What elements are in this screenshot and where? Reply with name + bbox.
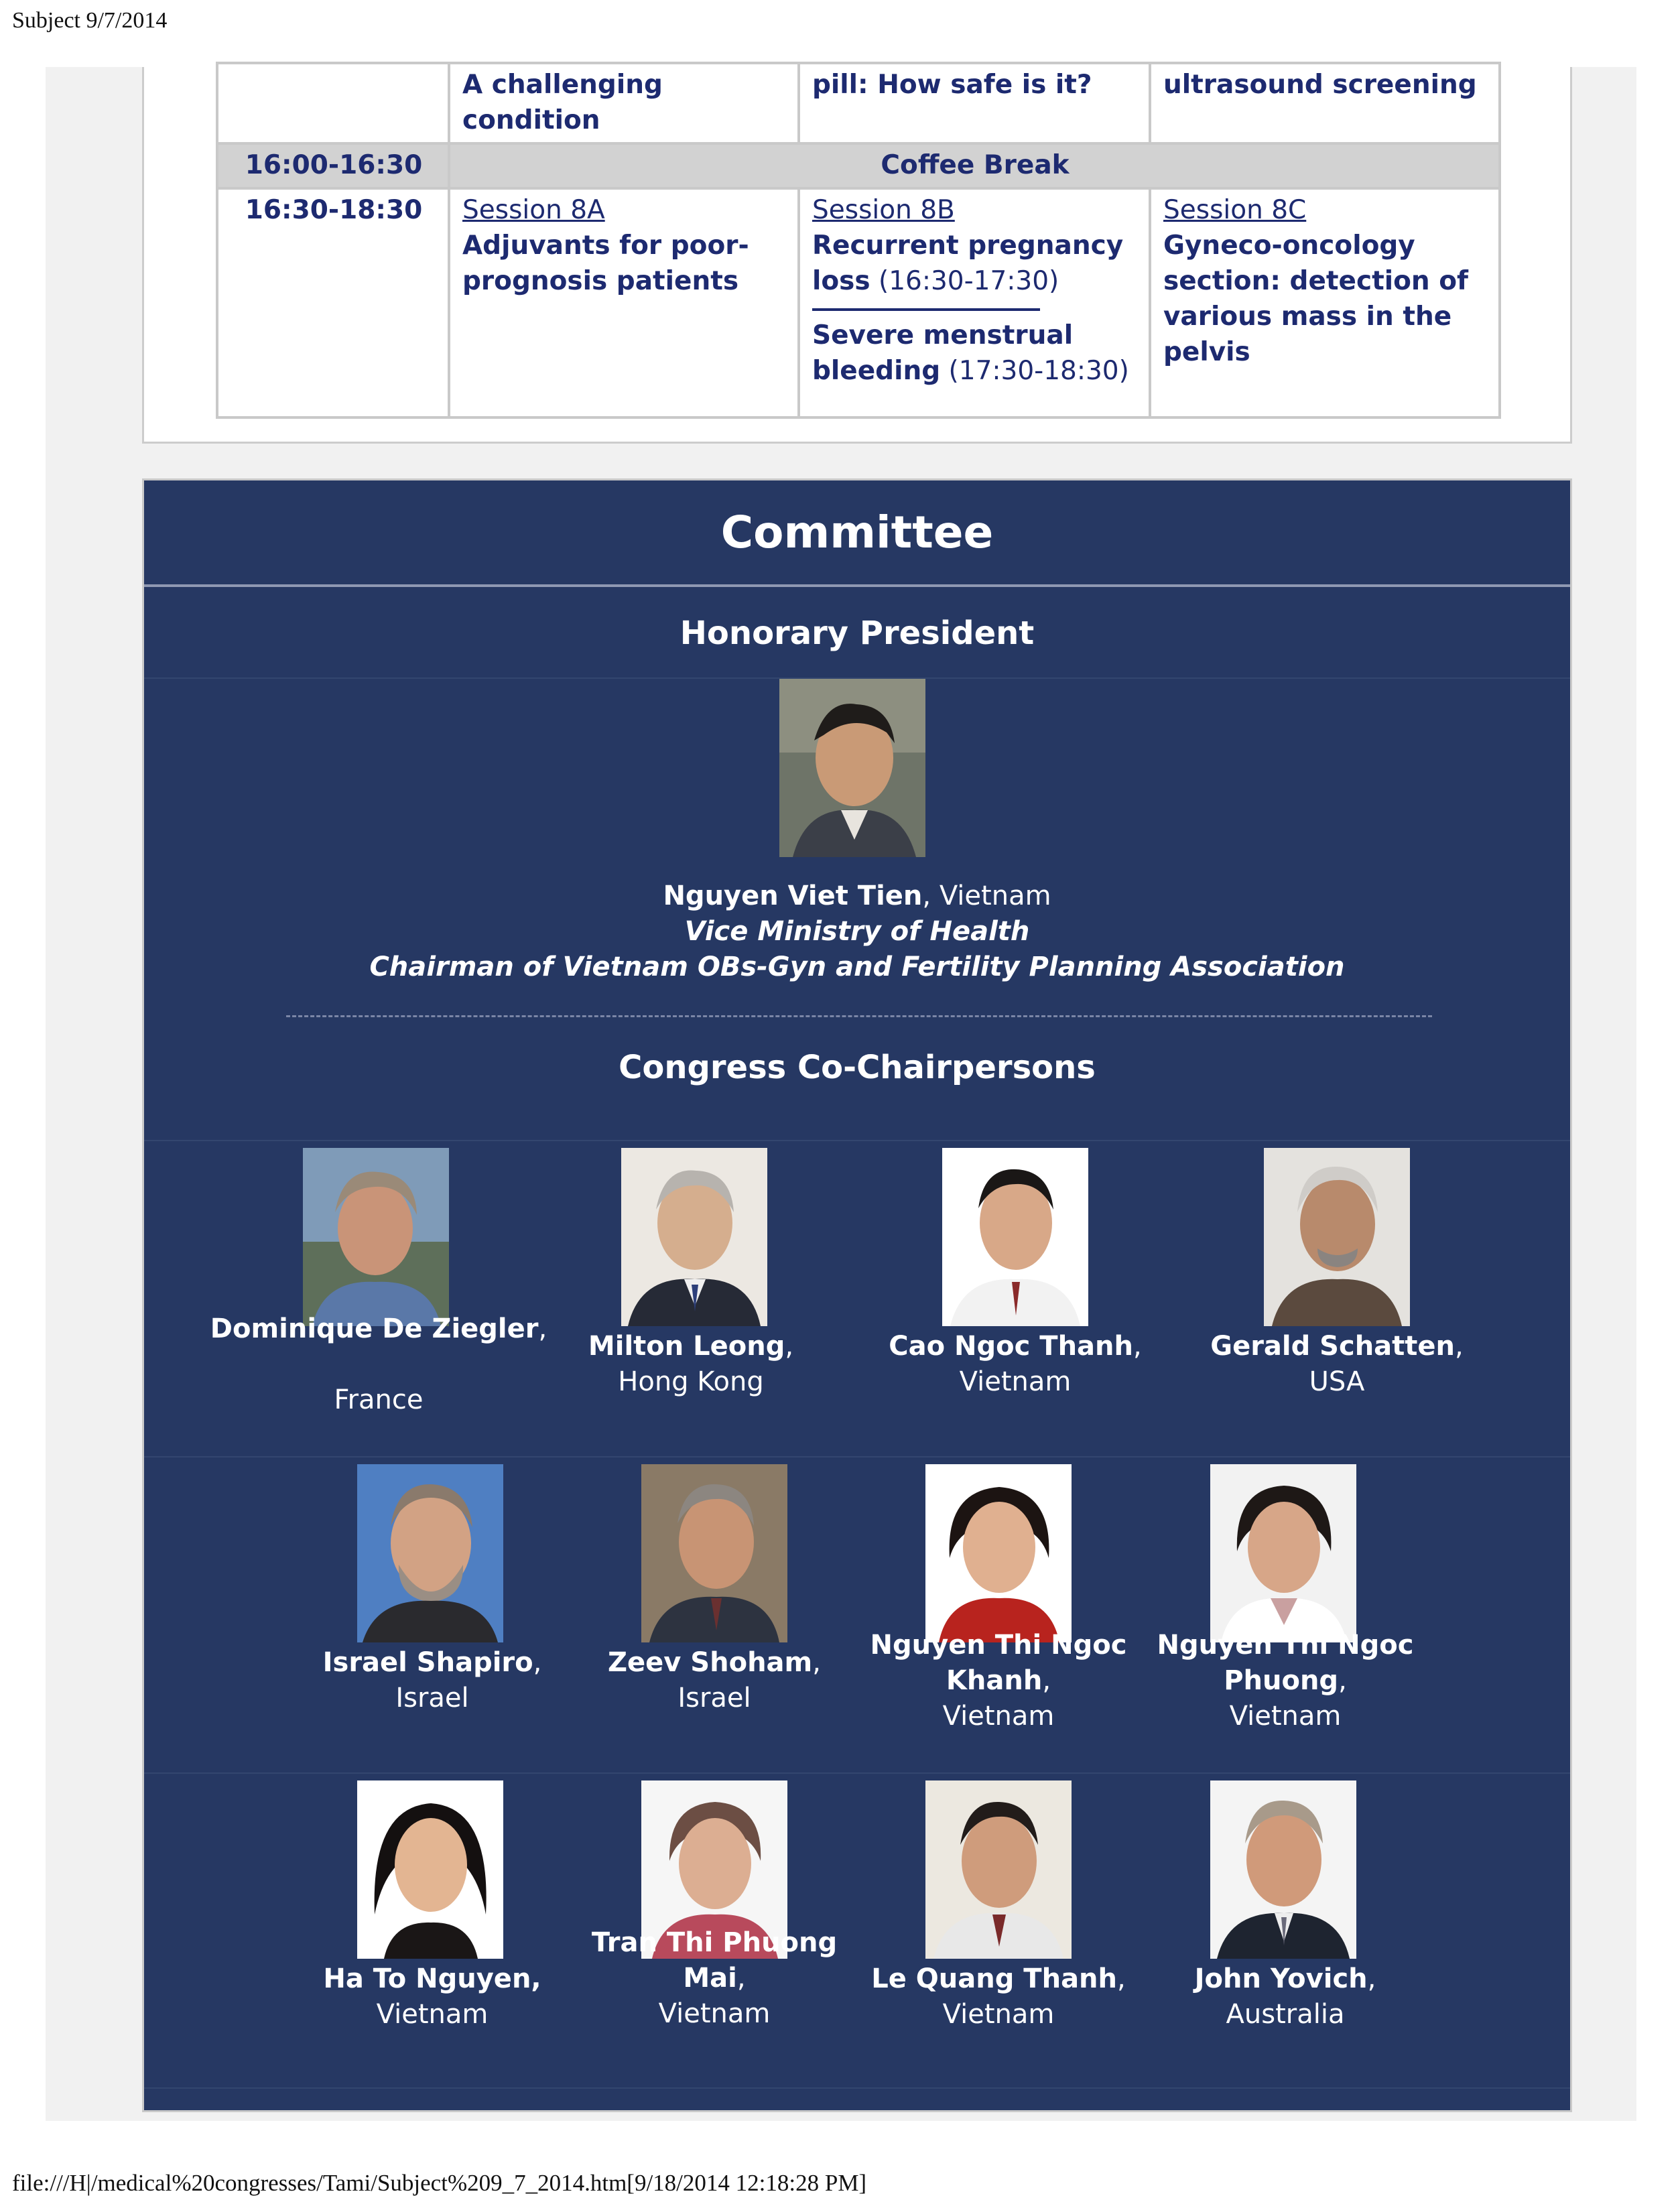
time-cell bbox=[217, 63, 449, 143]
person-name: Le Quang Thanh bbox=[871, 1963, 1118, 1994]
person-country: USA bbox=[1309, 1366, 1365, 1397]
person-card bbox=[278, 1813, 586, 2032]
person-name: John Yovich bbox=[1194, 1963, 1368, 1994]
session-time: (17:30-18:30) bbox=[940, 356, 1129, 386]
session-8c-cell bbox=[1150, 188, 1500, 417]
person-country: France bbox=[334, 1384, 424, 1415]
person-card bbox=[198, 1180, 560, 1418]
page-footer: file:///H|/medical%20congresses/Tami/Subject%209_7_2014.htm[9/18/2014 12:18:28 PM] bbox=[12, 2170, 867, 2196]
person-country: Israel bbox=[395, 1683, 469, 1713]
session-title: Gyneco-oncology section: detection of various mass in the pelvis bbox=[1163, 231, 1469, 367]
person-country: Hong Kong bbox=[618, 1366, 764, 1397]
schedule-row-top bbox=[217, 63, 1500, 143]
committee-panel bbox=[142, 478, 1572, 2112]
session-8b-link[interactable]: Session 8B bbox=[812, 195, 955, 225]
person-card bbox=[875, 1180, 1156, 1400]
row-separator bbox=[144, 1772, 1570, 1774]
person-name: Tran Thi Phuong Mai bbox=[591, 1927, 838, 1994]
session-8c-link[interactable]: Session 8C bbox=[1163, 195, 1307, 225]
person-name: Nguyen Thi Ngoc Khanh bbox=[870, 1630, 1127, 1696]
dashed-divider bbox=[286, 1015, 1432, 1017]
time-cell: 16:00-16:30 bbox=[217, 143, 449, 188]
row-separator bbox=[144, 1140, 1570, 1141]
person-name: Zeev Shoham bbox=[608, 1647, 813, 1678]
person-card bbox=[564, 1496, 865, 1716]
person-country: Vietnam bbox=[1229, 1701, 1342, 1732]
person-name: Dominique De Ziegler bbox=[210, 1313, 539, 1344]
person-name: Gerald Schatten bbox=[1210, 1331, 1456, 1362]
committee-title: Committee bbox=[144, 480, 1570, 587]
row-separator bbox=[144, 1456, 1570, 1457]
session-title: Recurrent pregnancy loss bbox=[812, 231, 1124, 296]
person-country: Vietnam bbox=[942, 1701, 1055, 1732]
name-separator: , bbox=[538, 1313, 547, 1344]
person-country: Vietnam bbox=[658, 1998, 771, 2029]
time-cell: 16:30-18:30 bbox=[217, 188, 449, 417]
row-separator bbox=[144, 2087, 1570, 2089]
person-name: Ha To Nguyen, bbox=[323, 1963, 541, 1994]
person-country: Vietnam bbox=[942, 1999, 1055, 2030]
portrait-icon bbox=[779, 679, 925, 857]
person-country: Vietnam bbox=[959, 1366, 1072, 1397]
session-title: pill: How safe is it? bbox=[799, 63, 1150, 143]
person-card bbox=[550, 1180, 832, 1400]
person-card bbox=[1135, 1813, 1436, 2032]
person-card bbox=[564, 1813, 865, 2032]
schedule-row-evening bbox=[217, 188, 1500, 417]
person-country: , Vietnam bbox=[922, 881, 1051, 911]
name-separator: , bbox=[533, 1647, 542, 1678]
name-separator: , bbox=[1117, 1963, 1126, 1994]
person-country: Israel bbox=[677, 1683, 751, 1713]
name-separator: , bbox=[1455, 1331, 1464, 1362]
session-title: Severe menstrual bleeding bbox=[812, 320, 1074, 386]
honorary-president-info bbox=[144, 879, 1570, 985]
person-card bbox=[854, 1813, 1143, 2032]
name-separator: , bbox=[1133, 1331, 1142, 1362]
schedule-table bbox=[216, 62, 1501, 419]
session-time: (16:30-17:30) bbox=[870, 266, 1059, 296]
session-8b-cell bbox=[799, 188, 1150, 417]
person-name: Milton Leong bbox=[588, 1331, 785, 1362]
honorary-president-heading: Honorary President bbox=[680, 614, 1035, 652]
session-title: Adjuvants for poor-prognosis patients bbox=[462, 231, 749, 296]
person-country: Vietnam bbox=[376, 1999, 489, 2030]
person-card bbox=[278, 1496, 586, 1716]
person-name: Nguyen Viet Tien bbox=[663, 881, 923, 911]
person-name: Cao Ngoc Thanh bbox=[889, 1331, 1133, 1362]
name-separator: , bbox=[1338, 1665, 1347, 1696]
session-title: A challenging condition bbox=[449, 63, 799, 143]
session-title: ultrasound screening bbox=[1150, 63, 1500, 143]
name-separator: , bbox=[736, 1963, 746, 1994]
honorary-president-photo bbox=[779, 679, 925, 857]
person-name: Israel Shapiro bbox=[322, 1647, 533, 1678]
person-name: Nguyen Thi Ngoc Phuong bbox=[1157, 1630, 1414, 1696]
person-card bbox=[1196, 1180, 1478, 1400]
divider bbox=[812, 299, 1040, 311]
person-card bbox=[854, 1496, 1143, 1734]
person-role: Chairman of Vietnam OBs-Gyn and Fertility Planning Association bbox=[369, 952, 1345, 982]
co-chairpersons-heading: Congress Co-Chairpersons bbox=[619, 1049, 1096, 1086]
person-role: Vice Ministry of Health bbox=[684, 916, 1030, 947]
name-separator: , bbox=[1367, 1963, 1376, 1994]
session-8a-cell bbox=[449, 188, 799, 417]
name-separator: , bbox=[785, 1331, 794, 1362]
session-8a-link[interactable]: Session 8A bbox=[462, 195, 605, 225]
coffee-break: Coffee Break bbox=[449, 143, 1500, 188]
page-header: Subject 9/7/2014 bbox=[12, 8, 168, 33]
person-card bbox=[1135, 1496, 1436, 1734]
schedule-row-coffee bbox=[217, 143, 1500, 188]
name-separator: , bbox=[1042, 1665, 1051, 1696]
name-separator: , bbox=[812, 1647, 821, 1678]
person-country: Australia bbox=[1226, 1999, 1345, 2030]
